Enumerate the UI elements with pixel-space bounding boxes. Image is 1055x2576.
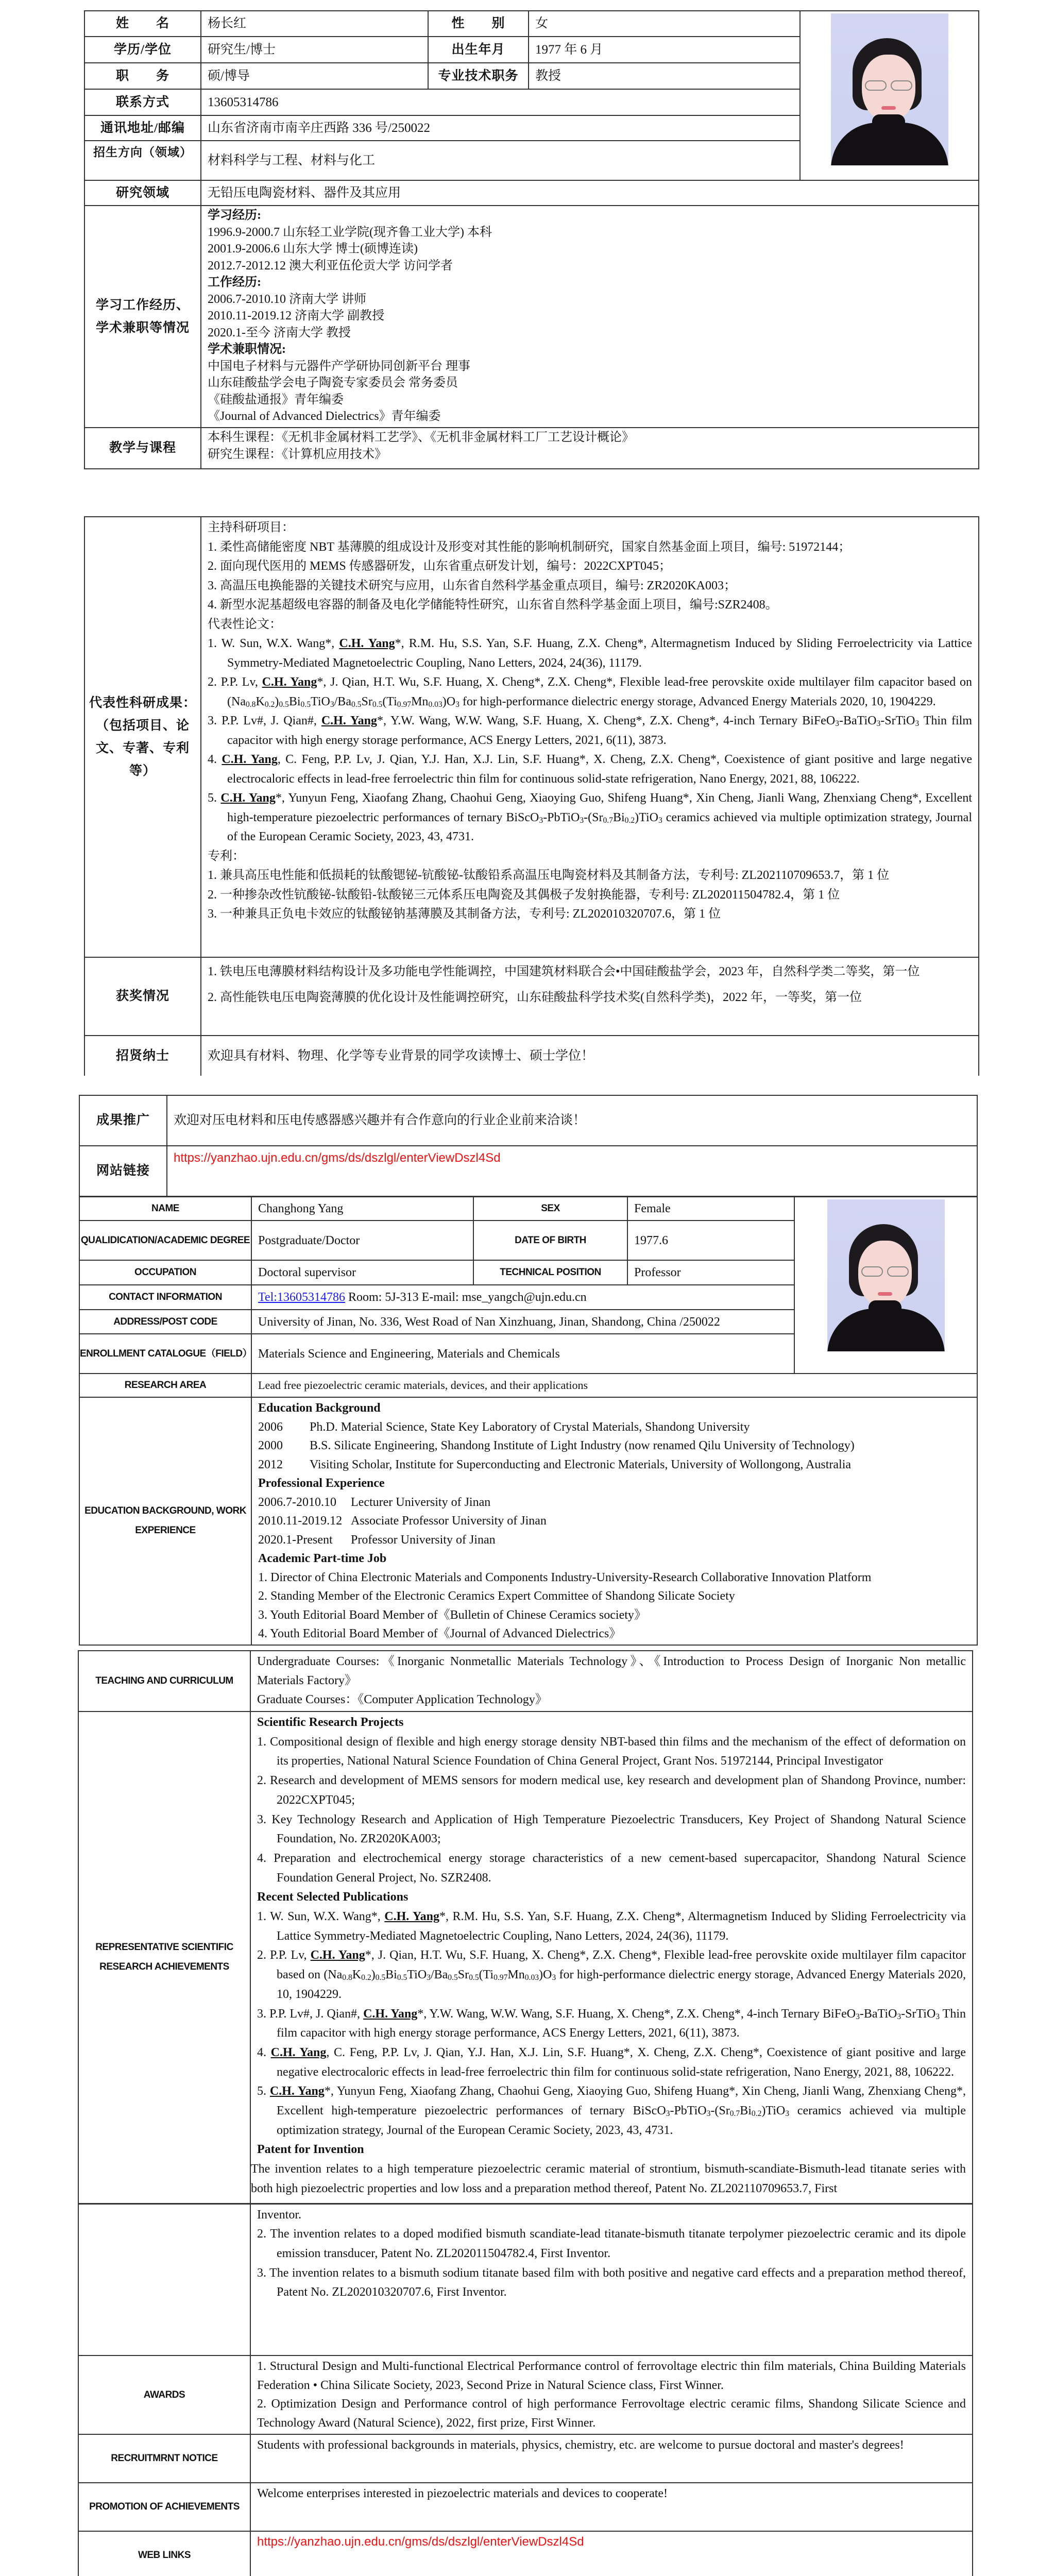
cn-papers-list bbox=[208, 634, 972, 847]
cn-patent-item: 3. 一种兼具正负电卡效应的钛酸铋钠基薄膜及其制备方法，专利号: ZL202010320707.6，第 1 位 bbox=[208, 907, 721, 921]
cn-teaching-label: 教学与课程 bbox=[84, 428, 201, 469]
cn-experience-label bbox=[84, 206, 201, 428]
cn-achieve-label: 代表性科研成果：（包括项目、论文、专著、专利等） bbox=[84, 517, 201, 957]
cn-enroll-label: 招生方向（领域） bbox=[84, 141, 201, 180]
en-patent-item: 2. The invention relates to a doped modified bismuth scandiate-lead titanate-bismuth titanate terpolymer piezoelectric ceramic and its dipole emission transducer, Patent No. ZL202011504782.4, First Inventor. bbox=[257, 2227, 966, 2260]
en-contact-label: CONTACT INFORMATION bbox=[79, 1285, 251, 1310]
author-highlight: C.H. Yang bbox=[321, 714, 377, 727]
cn-promo-label: 成果推广 bbox=[79, 1095, 167, 1146]
author-highlight: C.H. Yang bbox=[310, 1948, 365, 1962]
cn-paper-item: 1. W. Sun, W.X. Wang*, C.H. Yang*, R.M. Hu, S.S. Yan, S.F. Huang, Z.X. Cheng*, Altermagnetism Induced by Sliding Ferroelectricity via Lattice Symmetry-Mediated Magnetoelectric Coupling, Nano Letters, 2024, 24(36), 11179. bbox=[208, 637, 973, 670]
cn-duty-label: 职 务 bbox=[84, 63, 201, 89]
cn-award-item: 2. 高性能铁电压电陶瓷薄膜的优化设计及性能调控研究，山东硅酸盐科学技术奖(自然科学类)，2022 年，一等奖，第一位 bbox=[208, 991, 862, 1004]
en-patent-item: 3. The invention relates to a bismuth sodium titanate based film with both positive and negative card effects and a preparation method thereof, Patent No. ZL202010320707.6, First Inventor. bbox=[257, 2266, 966, 2299]
en-edu-year: 2012 bbox=[258, 1458, 283, 1471]
en-parttime-item: 2. Standing Member of the Electronic Ceramics Expert Committee of Shandong Silicate Society bbox=[258, 1589, 735, 1603]
en-edu-year: 2000 bbox=[258, 1439, 283, 1452]
cn-patent-item: 2. 一种掺杂改性钪酸铋-钛酸铅-钛酸铋三元体系压电陶瓷及其偶极子发射换能器，专利号: ZL202011504782.4，第 1 位 bbox=[208, 888, 840, 902]
cn-paper-item: 3. P.P. Lv#, J. Qian#, C.H. Yang*, Y.W. Wang, W.W. Wang, S.F. Huang, X. Cheng*, Z.X. Cheng*, 4-inch Ternary BiFeO$_3$-BaTiO$_3$-SrTiO$_3$ Thin film capacitor with high energy storage performance, ACS Energy Letters, 2021, 6(11), 3873. bbox=[208, 714, 973, 747]
en-prof-period: 2006.7-2010.10 bbox=[258, 1495, 336, 1509]
en-research-value: Lead free piezoelectric ceramic materials, devices, and their applications bbox=[251, 1374, 977, 1397]
en-edu-item: 2006 Ph.D. Material Science, State Key Laboratory of Crystal Materials, Shandong University bbox=[258, 1418, 971, 1437]
cn-name-value: 杨长红 bbox=[201, 11, 428, 37]
cn-degree-value: 研究生/博士 bbox=[201, 37, 428, 63]
en-prof-list bbox=[258, 1493, 971, 1550]
en-edu-year: 2006 bbox=[258, 1420, 283, 1434]
cn-contact-value: 13605314786 bbox=[201, 89, 800, 115]
en-awards-content bbox=[250, 2355, 973, 2434]
author-highlight: C.H. Yang bbox=[384, 1910, 439, 1924]
cn-sex-value: 女 bbox=[529, 11, 800, 37]
en-prof-period: 2020.1-Present bbox=[258, 1533, 333, 1547]
cn-projects-heading: 主持科研项目： bbox=[208, 521, 294, 534]
en-award-item: 2. Optimization Design and Performance control of high performance Ferrovoltage electric ceramic films, Shandong Silicate Science and Technology Award (Natural Science), 2022, first prize, First Winner. bbox=[257, 2397, 966, 2430]
en-prof-item: 2020.1-Present Professor University of Jinan bbox=[258, 1531, 971, 1550]
en-prof-item: 2006.7-2010.10 Lecturer University of Jinan bbox=[258, 1493, 971, 1512]
en-parttime-item: 3. Youth Editorial Board Member of《Bulletin of Chinese Ceramics society》 bbox=[258, 1608, 646, 1622]
cn-photo-cell bbox=[800, 11, 979, 180]
cn-duty-value: 硕/博导 bbox=[201, 63, 428, 89]
cn-title-label: 专业技术职务 bbox=[428, 63, 529, 89]
en-paper-item: 4. C.H. Yang, C. Feng, P.P. Lv, J. Qian, Y.J. Han, X.J. Lin, S.F. Huang*, X. Cheng, Z.X. Cheng*, Coexistence of giant positive and large negative electrocaloric effects in lead-free ferroelectric thin film for continuous solid-state refrigeration, Nano Energy, 2021, 88, 106222. bbox=[257, 2045, 966, 2079]
cn-promo-table bbox=[79, 1095, 978, 1197]
en-contact-value bbox=[251, 1285, 794, 1310]
en-pubs-list bbox=[257, 1907, 966, 2140]
en-teaching-label: TEACHING AND CURRICULUM bbox=[78, 1651, 250, 1711]
cn-paper-item: 2. P.P. Lv, C.H. Yang*, J. Qian, H.T. Wu, S.F. Huang, X. Cheng*, Z.X. Cheng*, Flexible lead-free perovskite oxide multilayer film capacitor based on $(Na_{0.8}K_{0.2})_{0.5}Bi_{0.5}TiO_3/Ba_{0.5}Sr_{0.5}(Ti_{0.97}Mn_{0.03})O_3$ for high-performance dielectric energy storage, Advanced Energy Materials 2020, 10, 1904229. bbox=[208, 675, 972, 709]
cn-parttime-item: 《硅酸盐通报》青年编委 bbox=[208, 393, 344, 406]
tel-link[interactable]: Tel:13605314786 bbox=[258, 1291, 345, 1304]
cn-address-value: 山东省济南市南辛庄西路 336 号/250022 bbox=[201, 115, 800, 141]
en-paper-item: 5. C.H. Yang*, Yunyun Feng, Xiaofang Zhang, Chaohui Geng, Xiaoying Guo, Shifeng Huang*, Xin Cheng, Jianli Wang, Zhenxiang Cheng*, Excellent high-temperature piezoelectric performances of ternary $BiScO_3-PbTiO_3-(Sr_{0.7}Bi_{0.2})TiO_3$ ceramics achieved via multiple optimization strategy, Journal of the European Ceramic Society, 2023, 43, 4731. bbox=[257, 2084, 966, 2137]
en-enroll-value: Materials Science and Engineering, Materials and Chemicals bbox=[251, 1334, 794, 1374]
en-recruit-label: RECRUITMRNT NOTICE bbox=[78, 2434, 250, 2483]
en-achieve-content bbox=[250, 1711, 973, 2204]
en-awards-label: AWARDS bbox=[78, 2355, 250, 2434]
en-edu-heading: Education Background bbox=[258, 1401, 381, 1415]
cn-paper-item: 4. C.H. Yang, C. Feng, P.P. Lv, J. Qian, Y.J. Han, X.J. Lin, S.F. Huang*, X. Cheng, Z.X. Cheng*, Coexistence of giant positive and large negative electrocaloric effects in lead-free ferroelectric thin film for continuous solid-state refrigeration, Nano Energy, 2021, 88, 106222. bbox=[208, 753, 973, 786]
en-degree-label: QUALIDICATION/ACADEMIC DEGREE bbox=[79, 1221, 251, 1260]
en-promo-value: Welcome enterprises interested in piezoelectric materials and devices to cooperate! bbox=[250, 2483, 973, 2531]
author-highlight: C.H. Yang bbox=[220, 791, 276, 805]
en-edu-item: 2000 B.S. Silicate Engineering, Shandong Institute of Light Industry (now renamed Qilu University of Technology) bbox=[258, 1436, 971, 1455]
cn-paper-item: 5. C.H. Yang*, Yunyun Feng, Xiaofang Zhang, Chaohui Geng, Xiaoying Guo, Shifeng Huang*, Xin Cheng, Jianli Wang, Zhenxiang Cheng*, Excellent high-temperature piezoelectric performances of ternary $BiScO_3-PbTiO_3-(Sr_{0.7}Bi_{0.2})TiO_3$ ceramics achieved via multiple optimization strategy, Journal of the European Ceramic Society, 2023, 43, 4731. bbox=[208, 791, 973, 843]
author-highlight: C.H. Yang bbox=[339, 637, 395, 650]
en-birth-value: 1977.6 bbox=[627, 1221, 794, 1260]
en-pubs-heading: Recent Selected Publications bbox=[257, 1890, 409, 1904]
cn-papers-heading: 代表性论文： bbox=[208, 617, 282, 631]
en-parttime-item: 1. Director of China Electronic Materials and Components Industry-University-Research Collaborative Innovation Platform bbox=[258, 1570, 872, 1584]
en-teaching-item: Undergraduate Courses:《Inorganic Nonmetallic Materials Technology》、《Introduction to Process Design of Inorganic Non metallic Materials Factory》 bbox=[257, 1655, 966, 1687]
en-award-item: 1. Structural Design and Multi-functional Electrical Performance control of ferrovoltage electric thin film materials, China Building Materials Federation • China Silicate Society, 2023, Second Prize in Natural Science class, First Winner. bbox=[257, 2360, 966, 2392]
en-patent-item: The invention relates to a high temperature piezoelectric ceramic material of strontium, bismuth-scandiate-Bismuth-lead titanate series with both high piezoelectric properties and low loss and a preparation method thereof, Patent No. ZL202110709653.7, First bbox=[251, 2162, 966, 2195]
cn-patents-heading: 专利： bbox=[208, 849, 245, 863]
cn-parttime-item: 中国电子材料与元器件产学研协同创新平台 理事 bbox=[208, 359, 470, 373]
en-patents-heading: Patent for Invention bbox=[257, 2143, 364, 2157]
en-prof-item: 2010.11-2019.12 Associate Professor University of Jinan bbox=[258, 1512, 971, 1531]
en-address-value: University of Jinan, No. 336, West Road of Nan Xinzhuang, Jinan, Shandong, China /250022 bbox=[251, 1310, 794, 1334]
cn-recruit-value: 欢迎具有材料、物理、化学等专业背景的同学攻读博士、硕士学位！ bbox=[201, 1036, 979, 1076]
cn-awards-content bbox=[201, 957, 979, 1036]
en-achieve-label: REPRESENTATIVE SCIENTIFIC RESEARCH ACHIEVEMENTS bbox=[78, 1711, 250, 2204]
en-paper-item: 3. P.P. Lv#, J. Qian#, C.H. Yang*, Y.W. Wang, W.W. Wang, S.F. Huang, X. Cheng*, Z.X. Cheng*, 4-inch Ternary BiFeO$_3$-BaTiO$_3$-SrTiO$_3$ Thin film capacitor with high energy storage performance, ACS Energy Letters, 2021, 6(11), 3873. bbox=[257, 2007, 966, 2040]
cn-teaching-item: 本科生课程：《无机非金属材料工艺学》、《无机非金属材料工厂工艺设计概论》 bbox=[208, 431, 634, 444]
en-projects-heading: Scientific Research Projects bbox=[257, 1716, 404, 1729]
en-birth-label: DATE OF BIRTH bbox=[473, 1221, 627, 1260]
cn-birth-label: 出生年月 bbox=[428, 37, 529, 63]
cn-teaching-content bbox=[201, 428, 979, 469]
cn-work-item: 2020.1-至今 济南大学 教授 bbox=[208, 326, 351, 340]
en-project-item: 3. Key Technology Research and Application of High Temperature Piezoelectric Transducers, Key Project of Shandong Natural Science Foundation, No. ZR2020KA003; bbox=[257, 1812, 966, 1846]
cn-teaching-item: 研究生课程：《计算机应用技术》 bbox=[208, 447, 387, 461]
en-link-label: WEB LINKS bbox=[78, 2531, 250, 2576]
en-position-label: TECHNICAL POSITION bbox=[473, 1260, 627, 1285]
cn-award-item: 1. 铁电压电薄膜材料结构设计及多功能电学性能调控，中国建筑材料联合会•中国硅酸盐学会，2023 年，自然科学类二等奖，第一位 bbox=[208, 965, 920, 978]
cn-study-item: 2012.7-2012.12 澳大利亚伍伦贡大学 访问学者 bbox=[208, 259, 453, 273]
en-parttime-heading: Academic Part-time Job bbox=[258, 1552, 387, 1565]
author-highlight: C.H. Yang bbox=[269, 2084, 325, 2098]
author-highlight: C.H. Yang bbox=[363, 2007, 418, 2021]
profile-photo bbox=[827, 1199, 945, 1351]
en-teaching-content bbox=[250, 1651, 973, 1711]
en-paper-item: 2. P.P. Lv, C.H. Yang*, J. Qian, H.T. Wu, S.F. Huang, X. Cheng*, Z.X. Cheng*, Flexible lead-free perovskite oxide multilayer film capacitor based on $(Na_{0.8}K_{0.2})_{0.5}Bi_{0.5}TiO_3/Ba_{0.5}Sr_{0.5}(Ti_{0.97}Mn_{0.03})O_3$ for high-performance dielectric energy storage, Advanced Energy Materials 2020, 10, 1904229. bbox=[257, 1948, 966, 2001]
en-profile-table bbox=[79, 1196, 978, 1646]
en-edu-content bbox=[251, 1397, 977, 1645]
en-parttime-item: 4. Youth Editorial Board Member of《Journal of Advanced Dielectrics》 bbox=[258, 1627, 622, 1640]
cn-title-value: 教授 bbox=[529, 63, 800, 89]
cn-experience-label-line1: 学习工作经历、 bbox=[95, 298, 190, 312]
en-teaching-item: Graduate Courses：《Computer Application Technology》 bbox=[257, 1693, 548, 1706]
en-occupation-value: Doctoral supervisor bbox=[251, 1260, 473, 1285]
cn-study-item: 2001.9-2006.6 山东大学 博士(硕博连读) bbox=[208, 242, 418, 256]
cn-project-item: 1. 柔性高储能密度 NBT 基薄膜的组成设计及形变对其性能的影响机制研究，国家自然基金面上项目，编号: 51972144； bbox=[208, 540, 851, 554]
en-link-cell bbox=[250, 2531, 973, 2576]
author-highlight: C.H. Yang bbox=[222, 753, 278, 766]
author-highlight: C.H. Yang bbox=[270, 2045, 327, 2059]
cn-awards-label: 获奖情况 bbox=[84, 957, 201, 1036]
en-degree-value: Postgraduate/Doctor bbox=[251, 1221, 473, 1260]
cn-experience-label-line2: 学术兼职等情况 bbox=[95, 320, 190, 335]
en-occupation-label: OCCUPATION bbox=[79, 1260, 251, 1285]
en-edu-item: 2012 Visiting Scholar, Institute for Superconducting and Electronic Materials, University of Wollongong, Australia bbox=[258, 1455, 971, 1475]
en-project-item: 4. Preparation and electrochemical energy storage characteristics of a new cement-based supercapacitor, Shandong Natural Science Foundation General Project, No. SZR2408. bbox=[257, 1851, 966, 1885]
en-name-value: Changhong Yang bbox=[251, 1197, 473, 1221]
cn-work-item: 2010.11-2019.12 济南大学 副教授 bbox=[208, 309, 385, 323]
cn-patent-item: 1. 兼具高压电性能和低损耗的钛酸锶铋-钪酸铋-钛酸铅系高温压电陶瓷材料及其制备方法，专利号: ZL202110709653.7，第 1 位 bbox=[208, 869, 890, 882]
cn-address-label: 通讯地址/邮编 bbox=[84, 115, 201, 141]
cn-profile-table bbox=[84, 10, 979, 469]
cn-name-label: 姓 名 bbox=[84, 11, 201, 37]
cn-sex-label: 性 别 bbox=[428, 11, 529, 37]
cn-study-item: 1996.9-2000.7 山东轻工业学院(现齐鲁工业大学) 本科 bbox=[208, 225, 492, 239]
cn-work-item: 2006.7-2010.10 济南大学 讲师 bbox=[208, 292, 366, 306]
cn-link-cell bbox=[167, 1146, 977, 1196]
en-name-label: NAME bbox=[79, 1197, 251, 1221]
author-highlight: C.H. Yang bbox=[262, 675, 317, 689]
cn-research-value: 无铅压电陶瓷材料、器件及其应用 bbox=[201, 180, 979, 206]
en-achieve-label-cont bbox=[78, 2204, 250, 2355]
en-promo-label: PROMOTION OF ACHIEVEMENTS bbox=[78, 2483, 250, 2531]
en-project-item: 2. Research and development of MEMS sensors for modern medical use, key research and development plan of Shandong Province, number: 2022CXPT045; bbox=[257, 1774, 966, 1807]
en-sex-value: Female bbox=[627, 1197, 794, 1221]
en-sex-label: SEX bbox=[473, 1197, 627, 1221]
cn-experience-content bbox=[201, 206, 979, 428]
cn-promo-value: 欢迎对压电材料和压电传感器感兴趣并有合作意向的行业企业前来洽谈！ bbox=[167, 1095, 977, 1146]
en-web-link[interactable]: https://yanzhao.ujn.edu.cn/gms/ds/dszlgl/enterViewDszl4Sd bbox=[257, 2535, 584, 2549]
en-paper-item: 1. W. Sun, W.X. Wang*, C.H. Yang*, R.M. Hu, S.S. Yan, S.F. Huang, Z.X. Cheng*, Altermagnetism Induced by Sliding Ferroelectricity via Lattice Symmetry-Mediated Magnetoelectric Coupling, Nano Letters, 2024, 24(36), 11179. bbox=[257, 1910, 966, 1943]
cn-contact-label: 联系方式 bbox=[84, 89, 201, 115]
en-edu-label: EDUCATION BACKGROUND, WORK EXPERIENCE bbox=[79, 1397, 251, 1645]
en-achievement-table bbox=[78, 1650, 973, 2576]
cn-project-item: 4. 新型水泥基超级电容器的制备及电化学储能特性研究，山东省自然科学基金面上项目，编号:SZR2408。 bbox=[208, 598, 778, 612]
en-photo-cell bbox=[794, 1197, 977, 1374]
en-position-value: Professor bbox=[627, 1260, 794, 1285]
en-address-label: ADDRESS/POST CODE bbox=[79, 1310, 251, 1334]
en-research-label: RESEARCH AREA bbox=[79, 1374, 251, 1397]
cn-parttime-heading: 学术兼职情况: bbox=[208, 343, 286, 356]
cn-parttime-item: 《Journal of Advanced Dielectrics》青年编委 bbox=[208, 410, 441, 423]
cn-work-heading: 工作经历: bbox=[208, 276, 261, 289]
cn-project-item: 2. 面向现代医用的 MEMS 传感器研发，山东省重点研发计划，编号：2022CXPT045； bbox=[208, 560, 672, 573]
cn-enroll-value: 材料科学与工程、材料与化工 bbox=[201, 141, 800, 180]
en-prof-heading: Professional Experience bbox=[258, 1477, 385, 1490]
cn-study-heading: 学习经历: bbox=[208, 209, 261, 222]
en-project-item: 1. Compositional design of flexible and high energy storage density NBT-based thin films and the mechanism of the effect of deformation on its properties, National Natural Science Foundation of China General Project, Grant Nos. 51972144, Principal Investigator bbox=[257, 1735, 966, 1768]
cn-parttime-item: 山东硅酸盐学会电子陶瓷专家委员会 常务委员 bbox=[208, 376, 458, 389]
profile-photo bbox=[831, 13, 948, 165]
cn-achieve-content bbox=[201, 517, 979, 957]
en-edu-list bbox=[258, 1418, 971, 1475]
en-patent-item-cont: Inventor. bbox=[257, 2208, 301, 2222]
en-prof-period: 2010.11-2019.12 bbox=[258, 1514, 343, 1528]
cn-birth-value: 1977 年 6 月 bbox=[529, 37, 800, 63]
cn-link-label: 网站链接 bbox=[79, 1146, 167, 1196]
cn-project-item: 3. 高温压电换能器的关键技术研究与应用，山东省自然科学基金重点项目，编号: ZR2020KA003； bbox=[208, 579, 736, 592]
cn-achievement-table bbox=[84, 516, 979, 1076]
en-enroll-label: ENROLLMENT CATALOGUE（FIELD） bbox=[79, 1334, 251, 1374]
en-contact-rest: Room: 5J-313 E-mail: mse_yangch@ujn.edu.cn bbox=[345, 1291, 587, 1304]
cn-degree-label: 学历/学位 bbox=[84, 37, 201, 63]
cn-research-label: 研究领域 bbox=[84, 180, 201, 206]
cn-web-link[interactable]: https://yanzhao.ujn.edu.cn/gms/ds/dszlgl/enterViewDszl4Sd bbox=[174, 1151, 501, 1165]
cn-recruit-label: 招贤纳士 bbox=[84, 1036, 201, 1076]
en-recruit-value: Students with professional backgrounds in materials, physics, chemistry, etc. are welcome to pursue doctoral and master's degrees! bbox=[250, 2434, 973, 2483]
en-achieve-content-cont bbox=[250, 2204, 973, 2355]
